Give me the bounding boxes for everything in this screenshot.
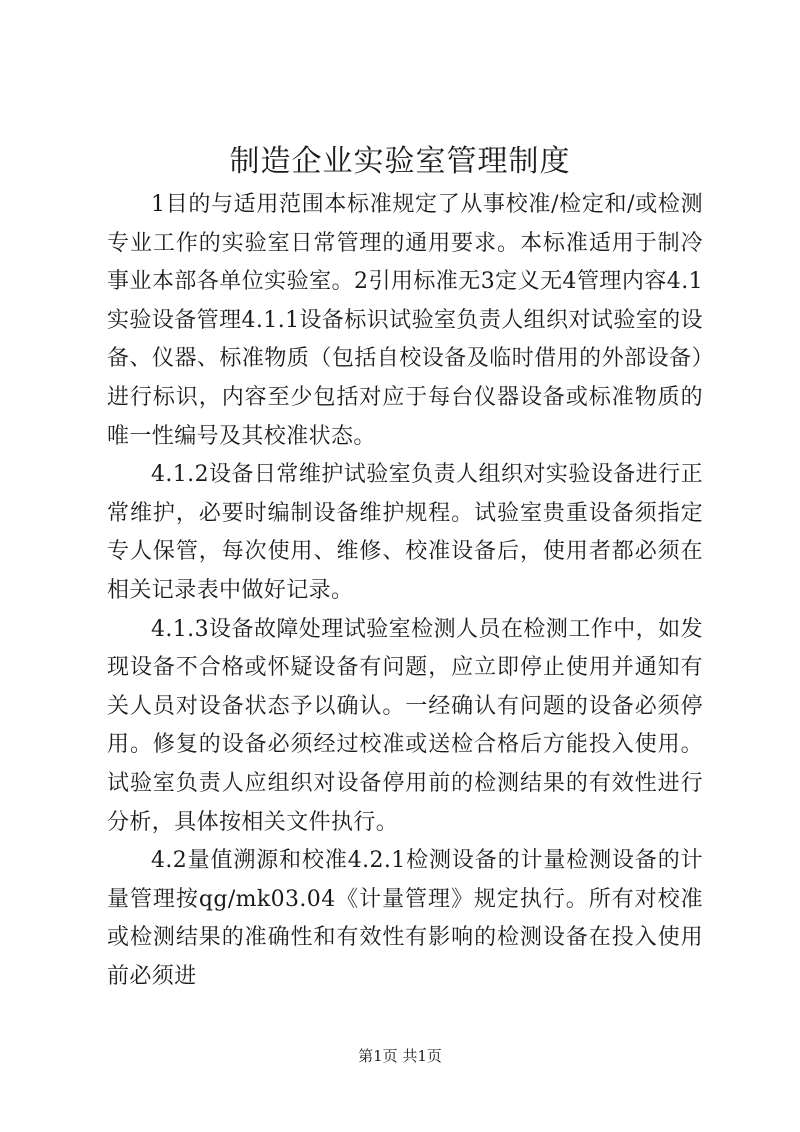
page-footer: 第1页 共1页 — [358, 1047, 442, 1065]
paragraph-2: 4.1.2设备日常维护试验室负责人组织对实验设备进行正常维护，必要时编制设备维护规程。试验室贵重设备须指定专人保管，每次使用、维修、校准设备后，使用者都必须在相关记录表中做好记录。 — [107, 462, 703, 603]
page-title: 制造企业实验室管理制度 — [229, 144, 571, 179]
paragraph-4: 4.2量值溯源和校准4.2.1检测设备的计量检测设备的计量管理按qg/mk03.04《计量管理》规定执行。所有对校准或检测结果的准确性和有效性有影响的检测设备在投入使用前必须进 — [107, 848, 703, 989]
document-body — [107, 186, 703, 996]
paragraph-3: 4.1.3设备故障处理试验室检测人员在检测工作中，如发现设备不合格或怀疑设备有问题，应立即停止使用并通知有关人员对设备状态予以确认。一经确认有问题的设备必须停用。修复的设备必须经过校准或送检合格后方能投入使用。试验室负责人应组织对设备停用前的检测结果的有效性进行分析，具体按相关文件执行。 — [107, 616, 703, 835]
paragraph-1: 1目的与适用范围本标准规定了从事校准/检定和/或检测专业工作的实验室日常管理的通用要求。本标准适用于制冷事业本部各单位实验室。2引用标准无3定义无4管理内容4.1实验设备管理4.1.1设备标识试验室负责人组织对试验室的设备、仪器、标准物质（包括自校设备及临时借用的外部设备）进行标识，内容至少包括对应于每台仪器设备或标准物质的唯一性编号及其校准状态。 — [107, 192, 703, 449]
